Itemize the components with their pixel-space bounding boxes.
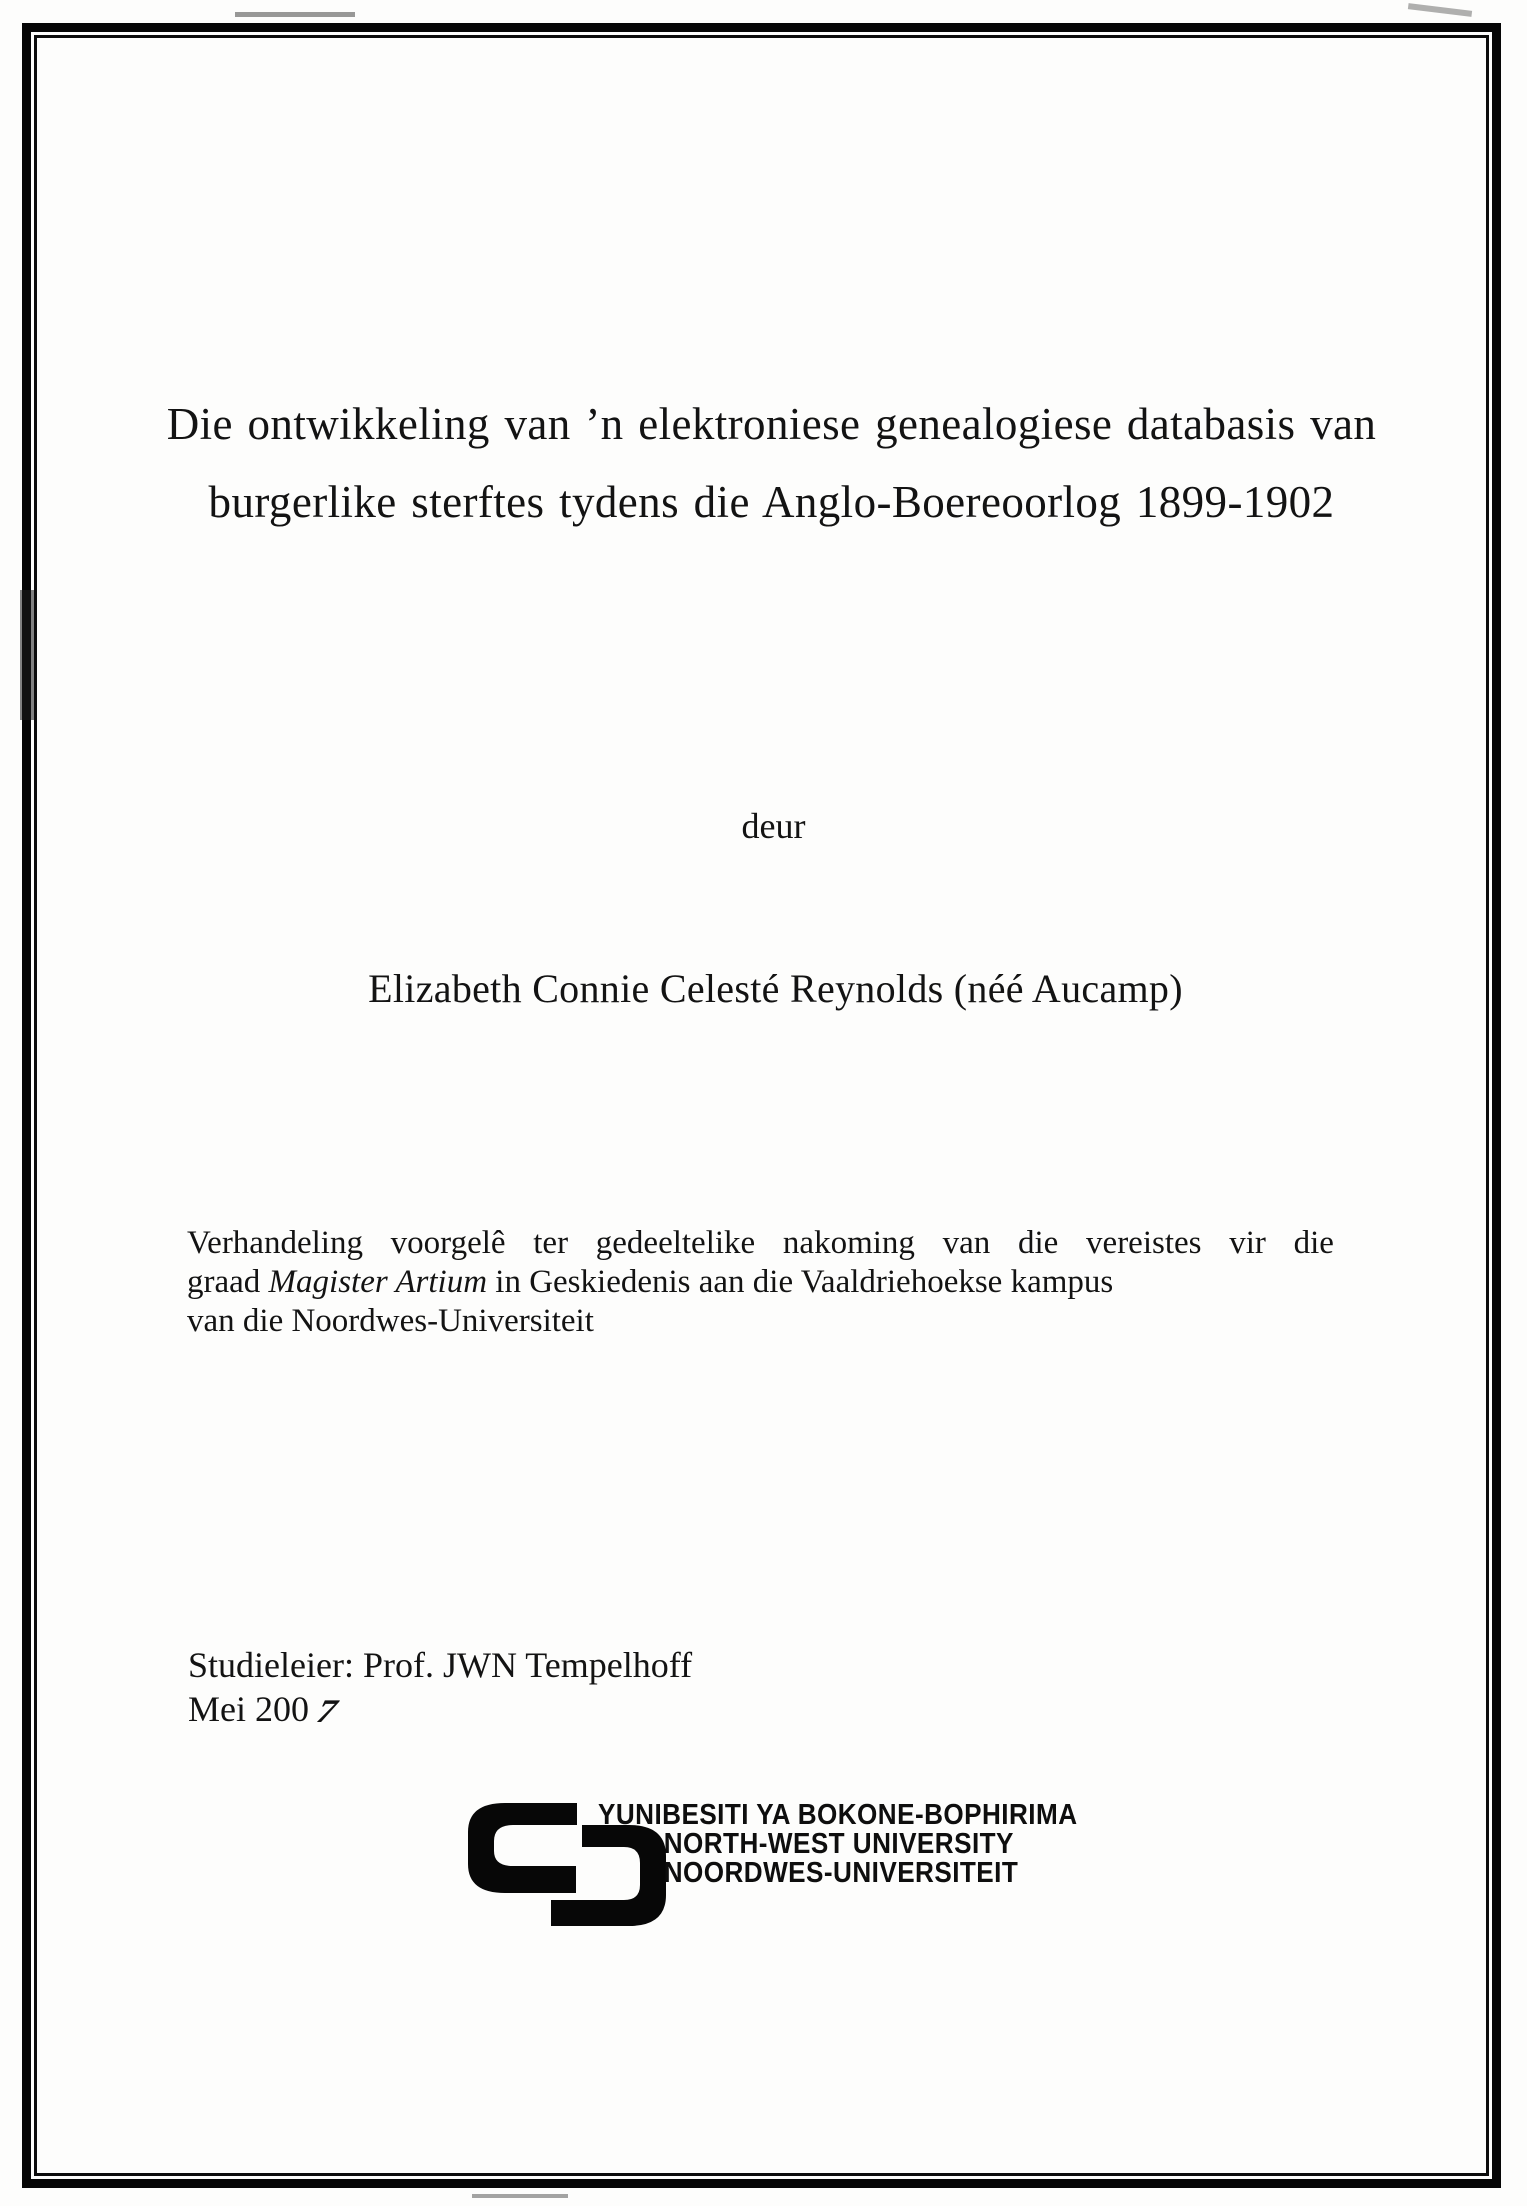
degree-name-italic: Magister Artium	[268, 1264, 488, 1300]
date-last-digit: 7	[309, 1692, 345, 1730]
logo-text-english: NORTH-WEST UNIVERSITY	[663, 1828, 1014, 1860]
declaration-word: vereistes	[1086, 1225, 1202, 1261]
thesis-title-line-2: burgerlike sterftes tydens die Anglo-Boereoorlog 1899-1902	[208, 477, 1335, 527]
university-logo-text	[598, 1801, 1078, 1888]
logo-text-afrikaans: NOORDWES-UNIVERSITEIT	[663, 1857, 1019, 1889]
byline-deur: deur	[741, 806, 806, 846]
date-prefix: Mei 200	[188, 1689, 309, 1729]
declaration-word: die	[1018, 1225, 1059, 1261]
supervisor-line: Studieleier: Prof. JWN Tempelhoff	[188, 1645, 693, 1685]
declaration-word: gedeeltelike	[595, 1225, 756, 1261]
declaration-word: Verhandeling	[187, 1225, 363, 1261]
declaration-word: ter	[533, 1225, 569, 1261]
declaration-line-2-prefix: graad	[187, 1264, 269, 1300]
declaration-word: van	[942, 1225, 991, 1261]
scan-artifact	[472, 2194, 568, 2198]
author-name: Elizabeth Connie Celesté Reynolds (néé Aucamp)	[368, 966, 1183, 1011]
logo-text-setswana: YUNIBESITI YA BOKONE-BOPHIRIMA	[598, 1799, 1078, 1831]
thesis-title	[8, 385, 1527, 541]
date-line	[188, 1687, 692, 1731]
declaration-line-1	[187, 1224, 1334, 1263]
scan-artifact	[235, 12, 355, 17]
logo-left-link-shape	[468, 1803, 577, 1893]
thesis-title-line-1: Die ontwikkeling van ’n elektroniese genealogiese databasis van	[166, 399, 1377, 449]
declaration-word: voorgelê	[390, 1225, 506, 1261]
declaration-line-3: van die Noordwes-Universiteit	[187, 1303, 594, 1339]
declaration-word: die	[1293, 1225, 1334, 1261]
declaration-word: vir	[1229, 1225, 1266, 1261]
degree-declaration	[187, 1224, 1334, 1341]
declaration-word: nakoming	[782, 1225, 915, 1261]
declaration-line-2-suffix: in Geskiedenis aan die Vaaldriehoekse kampus	[487, 1264, 1114, 1300]
scan-artifact	[20, 590, 34, 720]
scan-artifact	[1408, 3, 1472, 17]
declaration-line-2	[187, 1263, 1334, 1302]
supervisor-and-date	[188, 1643, 692, 1731]
